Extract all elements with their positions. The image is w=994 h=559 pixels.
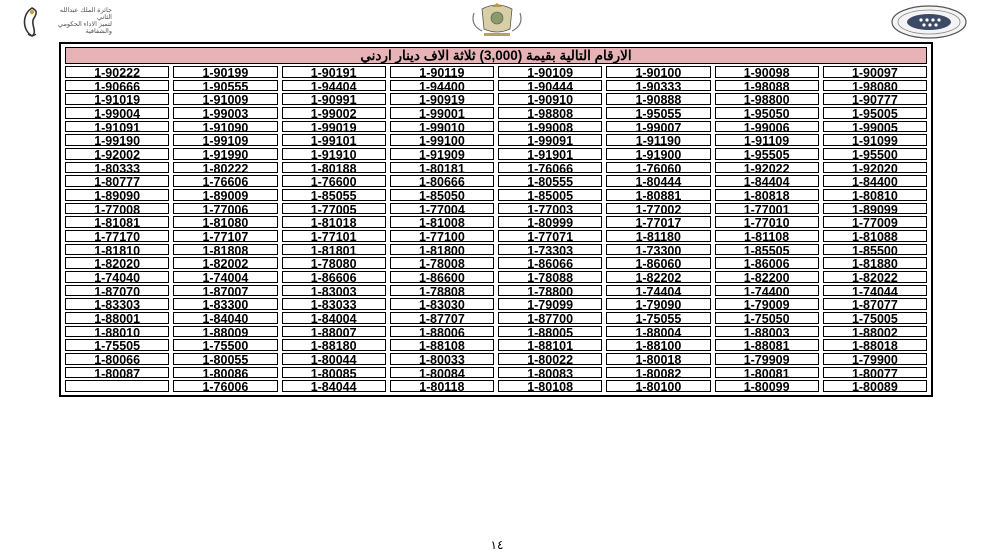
- table-cell: 1-90333: [606, 80, 710, 92]
- table-cell: 1-99001: [390, 107, 494, 119]
- table-cell: 1-81008: [390, 216, 494, 228]
- table-cell: 1-99006: [715, 121, 819, 133]
- table-cell: 1-77101: [282, 230, 386, 242]
- numbers-grid: [65, 66, 927, 392]
- table-cell: 1-88180: [282, 339, 386, 351]
- table-cell: 1-82200: [715, 271, 819, 283]
- table-cell: 1-80089: [823, 380, 927, 392]
- table-cell: 1-87070: [65, 285, 169, 297]
- table-cell: 1-99100: [390, 134, 494, 146]
- table-cell: 1-76600: [282, 175, 386, 187]
- ministry-seal: [890, 5, 968, 39]
- table-cell: 1-83300: [173, 298, 277, 310]
- table-cell: 1-81080: [173, 216, 277, 228]
- table-cell: 1-92002: [65, 148, 169, 160]
- table-cell: 1-77107: [173, 230, 277, 242]
- table-cell: 1-81108: [715, 230, 819, 242]
- table-cell: 1-99010: [390, 121, 494, 133]
- table-cell: 1-95500: [823, 148, 927, 160]
- table-cell: 1-80086: [173, 367, 277, 379]
- table-cell: 1-78008: [390, 257, 494, 269]
- table-cell: 1-88101: [498, 339, 602, 351]
- table-cell: 1-95505: [715, 148, 819, 160]
- table-cell: 1-92022: [715, 162, 819, 174]
- table-cell: 1-78800: [498, 285, 602, 297]
- table-cell: 1-95050: [715, 107, 819, 119]
- table-cell: 1-81180: [606, 230, 710, 242]
- table-cell: 1-90555: [173, 80, 277, 92]
- table-cell: 1-87077: [823, 298, 927, 310]
- table-cell: 1-75005: [823, 312, 927, 324]
- table-cell: 1-99101: [282, 134, 386, 146]
- table-cell: 1-73303: [498, 244, 602, 256]
- table-cell: 1-81800: [390, 244, 494, 256]
- table-cell: 1-78088: [498, 271, 602, 283]
- table-cell: 1-99002: [282, 107, 386, 119]
- award-text-line: لتميز الاداء الحكومي: [58, 21, 112, 28]
- table-cell: 1-80555: [498, 175, 602, 187]
- table-cell: 1-91190: [606, 134, 710, 146]
- table-cell: 1-77017: [606, 216, 710, 228]
- table-cell: 1-80055: [173, 353, 277, 365]
- table-cell: 1-75505: [65, 339, 169, 351]
- table-cell: 1-80081: [715, 367, 819, 379]
- table-cell: 1-80083: [498, 367, 602, 379]
- table-cell: 1-80333: [65, 162, 169, 174]
- table-cell: 1-85050: [390, 189, 494, 201]
- table-cell: 1-77005: [282, 203, 386, 215]
- table-cell: 1-86060: [606, 257, 710, 269]
- ministry-seal-icon: [890, 5, 968, 39]
- table-cell: 1-75055: [606, 312, 710, 324]
- table-cell: 1-87007: [173, 285, 277, 297]
- table-cell: 1-76006: [173, 380, 277, 392]
- table-cell: 1-80881: [606, 189, 710, 201]
- table-cell: 1-77006: [173, 203, 277, 215]
- table-cell: 1-79900: [823, 353, 927, 365]
- table-cell: 1-74400: [715, 285, 819, 297]
- table-cell: 1-84040: [173, 312, 277, 324]
- table-cell: 1-76066: [498, 162, 602, 174]
- table-cell: 1-83030: [390, 298, 494, 310]
- table-cell: 1-88009: [173, 326, 277, 338]
- table-cell: 1-89099: [823, 203, 927, 215]
- table-cell: 1-87700: [498, 312, 602, 324]
- table-cell: 1-98080: [823, 80, 927, 92]
- table-cell: 1-76060: [606, 162, 710, 174]
- table-cell: 1-81081: [65, 216, 169, 228]
- table-cell: 1-81808: [173, 244, 277, 256]
- table-cell: 1-99003: [173, 107, 277, 119]
- table-cell: 1-80777: [65, 175, 169, 187]
- table-cell: 1-84404: [715, 175, 819, 187]
- table-cell: 1-77001: [715, 203, 819, 215]
- table-cell: 1-85005: [498, 189, 602, 201]
- table-cell: 1-90991: [282, 93, 386, 105]
- table-cell: 1-89090: [65, 189, 169, 201]
- table-cell: [65, 380, 169, 392]
- table-cell: 1-83303: [65, 298, 169, 310]
- table-cell: 1-85055: [282, 189, 386, 201]
- table-cell: 1-89009: [173, 189, 277, 201]
- table-cell: 1-79909: [715, 353, 819, 365]
- table-cell: 1-90119: [390, 66, 494, 78]
- table-cell: 1-86600: [390, 271, 494, 283]
- table-cell: 1-77071: [498, 230, 602, 242]
- table-cell: 1-90098: [715, 66, 819, 78]
- table-cell: 1-85505: [715, 244, 819, 256]
- table-cell: 1-84004: [282, 312, 386, 324]
- table-cell: 1-91009: [173, 93, 277, 105]
- table-cell: 1-80188: [282, 162, 386, 174]
- table-cell: 1-98808: [498, 107, 602, 119]
- table-cell: 1-84044: [282, 380, 386, 392]
- table-cell: 1-80810: [823, 189, 927, 201]
- table-cell: 1-88005: [498, 326, 602, 338]
- table-cell: 1-91910: [282, 148, 386, 160]
- table-cell: 1-91109: [715, 134, 819, 146]
- table-cell: 1-86606: [282, 271, 386, 283]
- table-cell: 1-99008: [498, 121, 602, 133]
- table-title: الارقام التالية بقيمة (3,000) ثلاثة الاف دينار اردني: [65, 47, 927, 64]
- table-cell: 1-94400: [390, 80, 494, 92]
- table-cell: 1-90199: [173, 66, 277, 78]
- table-cell: 1-90100: [606, 66, 710, 78]
- table-cell: 1-77004: [390, 203, 494, 215]
- table-cell: 1-83033: [282, 298, 386, 310]
- table-cell: 1-80222: [173, 162, 277, 174]
- table-cell: 1-82202: [606, 271, 710, 283]
- table-cell: 1-88007: [282, 326, 386, 338]
- table-cell: 1-79009: [715, 298, 819, 310]
- table-cell: 1-90910: [498, 93, 602, 105]
- table-cell: 1-99091: [498, 134, 602, 146]
- table-cell: 1-75050: [715, 312, 819, 324]
- table-cell: 1-88001: [65, 312, 169, 324]
- table-cell: 1-88002: [823, 326, 927, 338]
- table-cell: 1-88003: [715, 326, 819, 338]
- table-cell: 1-79099: [498, 298, 602, 310]
- table-cell: 1-95005: [823, 107, 927, 119]
- table-cell: 1-98800: [715, 93, 819, 105]
- table-cell: 1-90222: [65, 66, 169, 78]
- table-cell: 1-91091: [65, 121, 169, 133]
- table-cell: 1-91901: [498, 148, 602, 160]
- table-cell: 1-83003: [282, 285, 386, 297]
- table-cell: 1-80022: [498, 353, 602, 365]
- table-cell: 1-77008: [65, 203, 169, 215]
- table-cell: 1-90919: [390, 93, 494, 105]
- table-cell: 1-77100: [390, 230, 494, 242]
- table-cell: 1-75500: [173, 339, 277, 351]
- table-cell: 1-99109: [173, 134, 277, 146]
- table-cell: 1-88081: [715, 339, 819, 351]
- table-cell: 1-80066: [65, 353, 169, 365]
- table-cell: 1-99019: [282, 121, 386, 133]
- table-cell: 1-92020: [823, 162, 927, 174]
- table-cell: 1-85500: [823, 244, 927, 256]
- page-number: ١٤: [490, 538, 504, 552]
- table-cell: 1-78808: [390, 285, 494, 297]
- table-cell: 1-84400: [823, 175, 927, 187]
- table-cell: 1-91990: [173, 148, 277, 160]
- table-cell: 1-80118: [390, 380, 494, 392]
- table-cell: 1-74044: [823, 285, 927, 297]
- table-cell: 1-80087: [65, 367, 169, 379]
- table-cell: 1-88100: [606, 339, 710, 351]
- table-cell: 1-81810: [65, 244, 169, 256]
- table-cell: 1-80099: [715, 380, 819, 392]
- table-cell: 1-90097: [823, 66, 927, 78]
- table-cell: 1-80999: [498, 216, 602, 228]
- table-cell: 1-91900: [606, 148, 710, 160]
- table-cell: 1-80033: [390, 353, 494, 365]
- table-cell: 1-73300: [606, 244, 710, 256]
- table-cell: 1-90444: [498, 80, 602, 92]
- table-cell: 1-77010: [715, 216, 819, 228]
- table-cell: 1-80666: [390, 175, 494, 187]
- table-cell: 1-77170: [65, 230, 169, 242]
- table-cell: 1-95055: [606, 107, 710, 119]
- numbers-table: [59, 42, 933, 397]
- table-cell: 1-80085: [282, 367, 386, 379]
- table-cell: 1-80108: [498, 380, 602, 392]
- table-cell: 1-94404: [282, 80, 386, 92]
- table-cell: 1-74404: [606, 285, 710, 297]
- table-cell: 1-90191: [282, 66, 386, 78]
- table-cell: 1-81088: [823, 230, 927, 242]
- jordan-coat-of-arms: [462, 3, 532, 41]
- table-cell: 1-79090: [606, 298, 710, 310]
- excellence-award-logo: [18, 4, 113, 40]
- table-cell: 1-91909: [390, 148, 494, 160]
- table-cell: 1-81880: [823, 257, 927, 269]
- table-cell: 1-99004: [65, 107, 169, 119]
- table-cell: 1-80444: [606, 175, 710, 187]
- table-cell: 1-99190: [65, 134, 169, 146]
- table-cell: 1-88004: [606, 326, 710, 338]
- table-cell: 1-90888: [606, 93, 710, 105]
- award-text-line: والشفافية: [85, 28, 112, 35]
- table-cell: 1-81801: [282, 244, 386, 256]
- table-cell: 1-82020: [65, 257, 169, 269]
- table-cell: 1-98088: [715, 80, 819, 92]
- table-cell: 1-90666: [65, 80, 169, 92]
- table-cell: 1-91019: [65, 93, 169, 105]
- table-cell: 1-80818: [715, 189, 819, 201]
- table-cell: 1-91090: [173, 121, 277, 133]
- table-cell: 1-88010: [65, 326, 169, 338]
- table-cell: 1-77002: [606, 203, 710, 215]
- table-cell: 1-86006: [715, 257, 819, 269]
- table-cell: 1-90777: [823, 93, 927, 105]
- table-cell: 1-99005: [823, 121, 927, 133]
- table-cell: 1-88006: [390, 326, 494, 338]
- table-cell: 1-80077: [823, 367, 927, 379]
- table-cell: 1-77003: [498, 203, 602, 215]
- table-cell: 1-77009: [823, 216, 927, 228]
- table-cell: 1-80044: [282, 353, 386, 365]
- table-cell: 1-80181: [390, 162, 494, 174]
- table-cell: 1-91099: [823, 134, 927, 146]
- table-cell: 1-74004: [173, 271, 277, 283]
- table-cell: 1-90109: [498, 66, 602, 78]
- table-cell: 1-80082: [606, 367, 710, 379]
- table-cell: 1-88018: [823, 339, 927, 351]
- award-text-line: جائزة الملك عبدالله الثاني: [59, 7, 112, 21]
- table-cell: 1-88108: [390, 339, 494, 351]
- table-cell: 1-82002: [173, 257, 277, 269]
- table-cell: 1-78080: [282, 257, 386, 269]
- table-cell: 1-80018: [606, 353, 710, 365]
- table-cell: 1-99007: [606, 121, 710, 133]
- table-cell: 1-76606: [173, 175, 277, 187]
- table-cell: 1-81018: [282, 216, 386, 228]
- table-cell: 1-74040: [65, 271, 169, 283]
- table-cell: 1-80100: [606, 380, 710, 392]
- table-cell: 1-80084: [390, 367, 494, 379]
- table-cell: 1-86066: [498, 257, 602, 269]
- table-cell: 1-82022: [823, 271, 927, 283]
- coat-of-arms-icon: [462, 3, 532, 41]
- table-cell: 1-87707: [390, 312, 494, 324]
